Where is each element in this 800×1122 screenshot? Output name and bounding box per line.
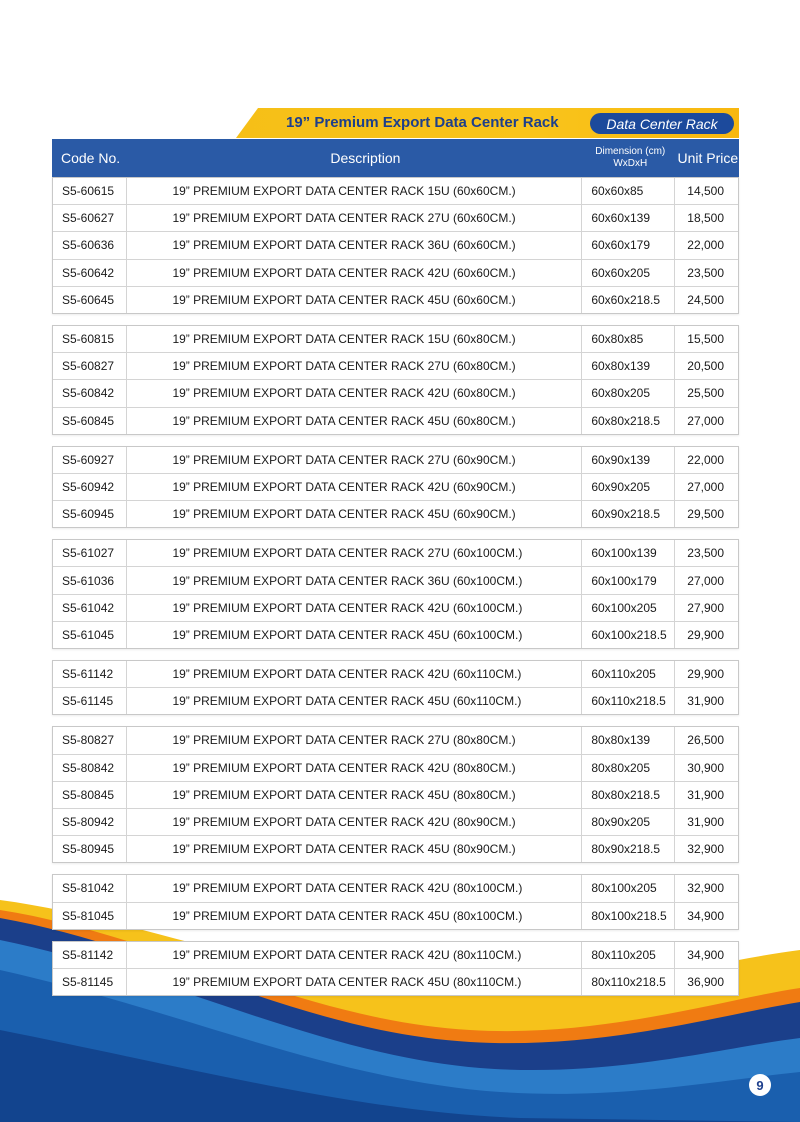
price-cell: 15,500 bbox=[687, 332, 724, 347]
code-cell: S5-61027 bbox=[53, 540, 127, 566]
description-cell: 19” PREMIUM EXPORT DATA CENTER RACK 45U (80x110CM.) bbox=[127, 969, 582, 995]
dimension-cell: 80x90x218.5 bbox=[582, 836, 675, 862]
dimension-cell: 60x80x218.5 bbox=[582, 408, 675, 434]
price-cell: 22,000 bbox=[687, 452, 724, 467]
table-row bbox=[53, 501, 738, 527]
code-cell: S5-80942 bbox=[53, 809, 127, 835]
code-cell: S5-61145 bbox=[53, 688, 127, 714]
code-cell: S5-61142 bbox=[53, 661, 127, 687]
description-cell: 19” PREMIUM EXPORT DATA CENTER RACK 36U (60x60CM.) bbox=[127, 232, 582, 258]
dimension-cell: 60x90x205 bbox=[582, 474, 675, 500]
table-row bbox=[53, 903, 738, 929]
table-row bbox=[53, 178, 738, 205]
header-code: Code No. bbox=[61, 150, 121, 166]
price-cell: 30,900 bbox=[687, 760, 724, 775]
code-cell: S5-80842 bbox=[53, 755, 127, 781]
code-cell: S5-60815 bbox=[53, 326, 127, 352]
description-cell: 19” PREMIUM EXPORT DATA CENTER RACK 42U (60x100CM.) bbox=[127, 595, 582, 621]
dimension-cell: 60x60x218.5 bbox=[582, 287, 675, 313]
description-cell: 19” PREMIUM EXPORT DATA CENTER RACK 27U (60x60CM.) bbox=[127, 205, 582, 231]
code-cell: S5-61036 bbox=[53, 567, 127, 593]
table-group bbox=[52, 660, 739, 715]
description-cell: 19” PREMIUM EXPORT DATA CENTER RACK 42U (60x80CM.) bbox=[127, 380, 582, 406]
price-cell: 27,900 bbox=[687, 600, 724, 615]
header-dimension-unit: WxDxH bbox=[613, 158, 648, 169]
description-cell: 19” PREMIUM EXPORT DATA CENTER RACK 45U (60x80CM.) bbox=[127, 408, 582, 434]
description-cell: 19” PREMIUM EXPORT DATA CENTER RACK 42U (60x90CM.) bbox=[127, 474, 582, 500]
table-row bbox=[53, 661, 738, 688]
description-cell: 19” PREMIUM EXPORT DATA CENTER RACK 42U (80x100CM.) bbox=[127, 875, 582, 901]
price-cell: 14,500 bbox=[687, 184, 724, 199]
table-row bbox=[53, 447, 738, 474]
price-cell: 23,500 bbox=[687, 546, 724, 561]
dimension-cell: 60x100x218.5 bbox=[582, 622, 675, 648]
price-cell: 32,900 bbox=[687, 881, 724, 896]
price-cell: 22,000 bbox=[687, 238, 724, 253]
code-cell: S5-60942 bbox=[53, 474, 127, 500]
header-description: Description bbox=[330, 150, 401, 166]
dimension-cell: 80x90x205 bbox=[582, 809, 675, 835]
description-cell: 19” PREMIUM EXPORT DATA CENTER RACK 45U (80x90CM.) bbox=[127, 836, 582, 862]
code-cell: S5-80845 bbox=[53, 782, 127, 808]
description-cell: 19” PREMIUM EXPORT DATA CENTER RACK 36U (60x100CM.) bbox=[127, 567, 582, 593]
description-cell: 19” PREMIUM EXPORT DATA CENTER RACK 45U (80x100CM.) bbox=[127, 903, 582, 929]
price-cell: 31,900 bbox=[687, 815, 724, 830]
table-group bbox=[52, 446, 739, 529]
table-row bbox=[53, 474, 738, 501]
code-cell: S5-60842 bbox=[53, 380, 127, 406]
table-header bbox=[52, 139, 739, 177]
description-cell: 19” PREMIUM EXPORT DATA CENTER RACK 27U (80x80CM.) bbox=[127, 727, 582, 753]
table-row bbox=[53, 942, 738, 969]
dimension-cell: 60x60x85 bbox=[582, 178, 675, 204]
code-cell: S5-60945 bbox=[53, 501, 127, 527]
table-row bbox=[53, 353, 738, 380]
table-row bbox=[53, 875, 738, 902]
price-cell: 34,900 bbox=[687, 908, 724, 923]
dimension-cell: 60x60x205 bbox=[582, 260, 675, 286]
price-tables bbox=[52, 177, 739, 1007]
code-cell: S5-60642 bbox=[53, 260, 127, 286]
description-cell: 19” PREMIUM EXPORT DATA CENTER RACK 45U (60x110CM.) bbox=[127, 688, 582, 714]
table-group bbox=[52, 177, 739, 314]
table-row bbox=[53, 205, 738, 232]
header-dimension-label: Dimension (cm) bbox=[595, 146, 666, 157]
code-cell: S5-80827 bbox=[53, 727, 127, 753]
table-group bbox=[52, 539, 739, 649]
code-cell: S5-60827 bbox=[53, 353, 127, 379]
description-cell: 19” PREMIUM EXPORT DATA CENTER RACK 42U (60x110CM.) bbox=[127, 661, 582, 687]
table-row bbox=[53, 836, 738, 862]
dimension-cell: 80x110x218.5 bbox=[582, 969, 675, 995]
table-row bbox=[53, 595, 738, 622]
price-cell: 27,000 bbox=[687, 413, 724, 428]
description-cell: 19” PREMIUM EXPORT DATA CENTER RACK 45U (60x90CM.) bbox=[127, 501, 582, 527]
code-cell: S5-60627 bbox=[53, 205, 127, 231]
code-cell: S5-81142 bbox=[53, 942, 127, 968]
dimension-cell: 60x80x139 bbox=[582, 353, 675, 379]
description-cell: 19” PREMIUM EXPORT DATA CENTER RACK 42U (80x90CM.) bbox=[127, 809, 582, 835]
table-row bbox=[53, 326, 738, 353]
price-cell: 29,900 bbox=[687, 667, 724, 682]
code-cell: S5-81042 bbox=[53, 875, 127, 901]
page-title: 19” Premium Export Data Center Rack bbox=[286, 114, 559, 131]
dimension-cell: 60x80x85 bbox=[582, 326, 675, 352]
dimension-cell: 60x60x179 bbox=[582, 232, 675, 258]
table-group bbox=[52, 726, 739, 863]
description-cell: 19” PREMIUM EXPORT DATA CENTER RACK 42U (80x110CM.) bbox=[127, 942, 582, 968]
dimension-cell: 60x80x205 bbox=[582, 380, 675, 406]
code-cell: S5-60845 bbox=[53, 408, 127, 434]
price-cell: 32,900 bbox=[687, 842, 724, 857]
dimension-cell: 80x110x205 bbox=[582, 942, 675, 968]
price-cell: 27,000 bbox=[687, 479, 724, 494]
dimension-cell: 60x100x205 bbox=[582, 595, 675, 621]
code-cell: S5-60927 bbox=[53, 447, 127, 473]
table-row bbox=[53, 969, 738, 995]
description-cell: 19” PREMIUM EXPORT DATA CENTER RACK 42U (80x80CM.) bbox=[127, 755, 582, 781]
description-cell: 19” PREMIUM EXPORT DATA CENTER RACK 42U (60x60CM.) bbox=[127, 260, 582, 286]
code-cell: S5-81045 bbox=[53, 903, 127, 929]
dimension-cell: 80x80x218.5 bbox=[582, 782, 675, 808]
table-row bbox=[53, 232, 738, 259]
dimension-cell: 80x80x139 bbox=[582, 727, 675, 753]
table-row bbox=[53, 622, 738, 648]
table-row bbox=[53, 809, 738, 836]
dimension-cell: 80x100x205 bbox=[582, 875, 675, 901]
price-cell: 25,500 bbox=[687, 386, 724, 401]
price-cell: 31,900 bbox=[687, 787, 724, 802]
code-cell: S5-60645 bbox=[53, 287, 127, 313]
description-cell: 19” PREMIUM EXPORT DATA CENTER RACK 15U (60x60CM.) bbox=[127, 178, 582, 204]
dimension-cell: 60x110x205 bbox=[582, 661, 675, 687]
price-cell: 26,500 bbox=[687, 733, 724, 748]
code-cell: S5-80945 bbox=[53, 836, 127, 862]
price-cell: 23,500 bbox=[687, 265, 724, 280]
header-dimension bbox=[584, 146, 677, 170]
price-cell: 31,900 bbox=[687, 694, 724, 709]
code-cell: S5-60615 bbox=[53, 178, 127, 204]
dimension-cell: 60x90x139 bbox=[582, 447, 675, 473]
price-cell: 34,900 bbox=[687, 947, 724, 962]
table-group bbox=[52, 325, 739, 435]
table-row bbox=[53, 782, 738, 809]
description-cell: 19” PREMIUM EXPORT DATA CENTER RACK 27U (60x100CM.) bbox=[127, 540, 582, 566]
code-cell: S5-61045 bbox=[53, 622, 127, 648]
price-cell: 24,500 bbox=[687, 292, 724, 307]
description-cell: 19” PREMIUM EXPORT DATA CENTER RACK 45U (60x60CM.) bbox=[127, 287, 582, 313]
code-cell: S5-61042 bbox=[53, 595, 127, 621]
description-cell: 19” PREMIUM EXPORT DATA CENTER RACK 27U (60x80CM.) bbox=[127, 353, 582, 379]
description-cell: 19” PREMIUM EXPORT DATA CENTER RACK 45U (60x100CM.) bbox=[127, 622, 582, 648]
table-row bbox=[53, 540, 738, 567]
price-cell: 18,500 bbox=[687, 211, 724, 226]
dimension-cell: 60x100x179 bbox=[582, 567, 675, 593]
code-cell: S5-60636 bbox=[53, 232, 127, 258]
table-row bbox=[53, 567, 738, 594]
table-row bbox=[53, 287, 738, 313]
price-cell: 36,900 bbox=[687, 974, 724, 989]
description-cell: 19” PREMIUM EXPORT DATA CENTER RACK 27U (60x90CM.) bbox=[127, 447, 582, 473]
price-cell: 29,900 bbox=[687, 627, 724, 642]
dimension-cell: 60x90x218.5 bbox=[582, 501, 675, 527]
table-row bbox=[53, 380, 738, 407]
price-cell: 20,500 bbox=[687, 359, 724, 374]
table-row bbox=[53, 408, 738, 434]
header-price: Unit Price bbox=[677, 150, 739, 166]
table-group bbox=[52, 941, 739, 996]
table-row bbox=[53, 688, 738, 714]
dimension-cell: 60x110x218.5 bbox=[582, 688, 675, 714]
price-cell: 27,000 bbox=[687, 573, 724, 588]
description-cell: 19” PREMIUM EXPORT DATA CENTER RACK 15U (60x80CM.) bbox=[127, 326, 582, 352]
description-cell: 19” PREMIUM EXPORT DATA CENTER RACK 45U (80x80CM.) bbox=[127, 782, 582, 808]
table-row bbox=[53, 755, 738, 782]
dimension-cell: 60x100x139 bbox=[582, 540, 675, 566]
dimension-cell: 80x80x205 bbox=[582, 755, 675, 781]
table-group bbox=[52, 874, 739, 929]
dimension-cell: 60x60x139 bbox=[582, 205, 675, 231]
price-cell: 29,500 bbox=[687, 507, 724, 522]
dimension-cell: 80x100x218.5 bbox=[582, 903, 675, 929]
table-row bbox=[53, 727, 738, 754]
category-pill: Data Center Rack bbox=[590, 113, 734, 134]
page-number: 9 bbox=[749, 1074, 771, 1096]
table-row bbox=[53, 260, 738, 287]
code-cell: S5-81145 bbox=[53, 969, 127, 995]
